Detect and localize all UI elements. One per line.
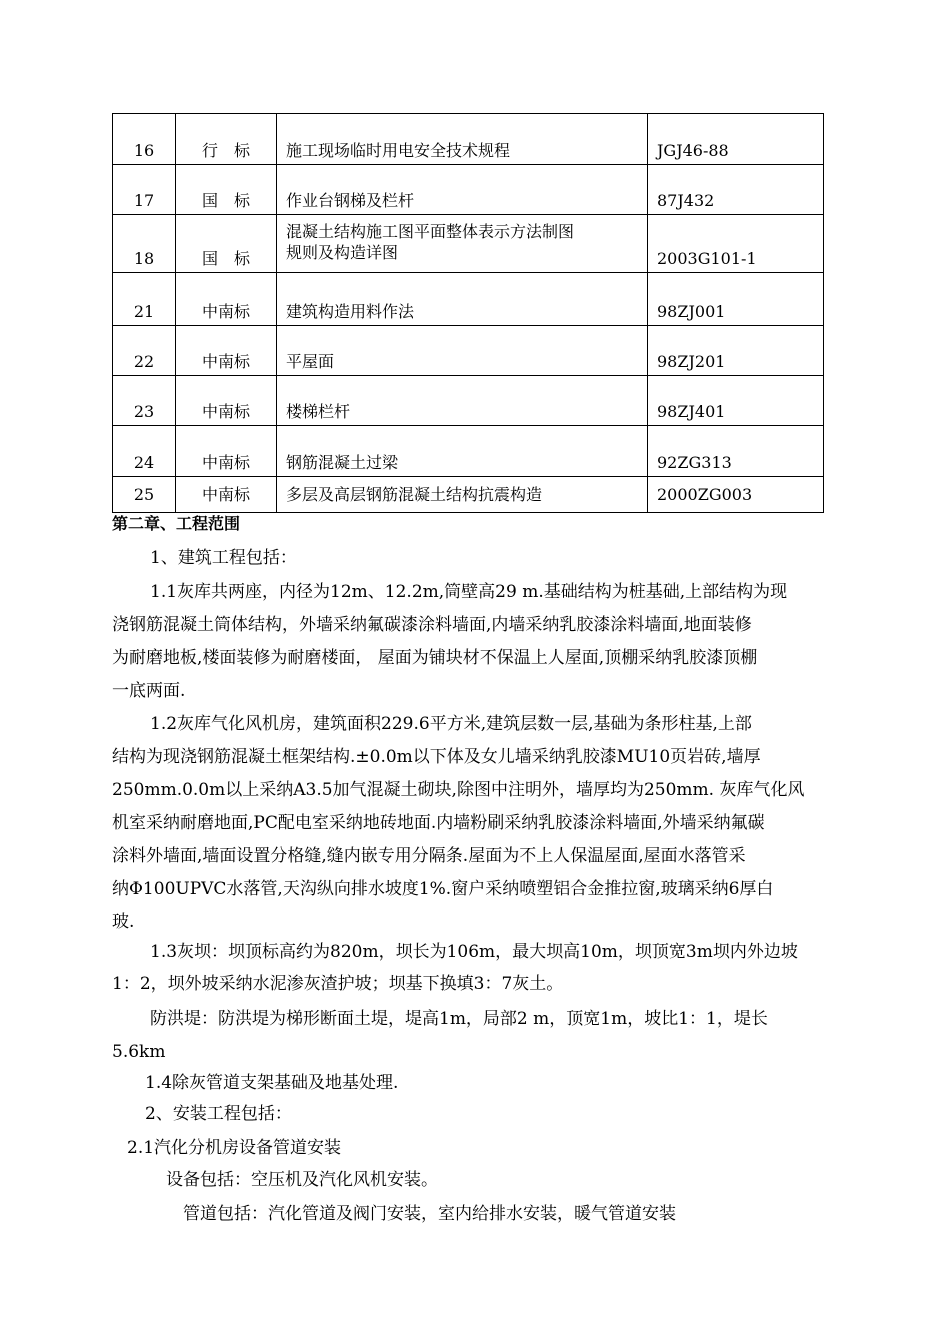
row-category: 中南标 bbox=[176, 273, 277, 326]
row-code: 2000ZG003 bbox=[648, 477, 824, 513]
row-name: 楼梯栏杆 bbox=[277, 376, 648, 426]
row-code: 92ZG313 bbox=[648, 426, 824, 477]
row-name: 建筑构造用料作法 bbox=[277, 273, 648, 326]
body-line: 浇钢筋混凝土筒体结构，外墙采纳氟碳漆涂料墙面,内墙采纳乳胶漆涂料墙面,地面装修 bbox=[112, 615, 752, 635]
body-line: 防洪堤：防洪堤为梯形断面土堤，堤高1m，局部2 m，顶宽1m，坡比1：1，堤长 bbox=[150, 1009, 768, 1029]
body-line: 结构为现浇钢筋混凝土框架结构.±0.0m以下体及女儿墙采纳乳胶漆MU10页岩砖,墙厚 bbox=[112, 747, 761, 767]
row-name bbox=[277, 215, 648, 273]
body-line: 250mm.0.0m以上采纳A3.5加气混凝土砌块,除图中注明外，墙厚均为250mm. 灰库气化风 bbox=[112, 780, 805, 800]
body-line: 1.2灰库气化风机房，建筑面积229.6平方米,建筑层数一层,基础为条形柱基,上部 bbox=[150, 714, 752, 734]
row-code: 98ZJ201 bbox=[648, 326, 824, 376]
body-line: 1.3灰坝：坝顶标高约为820m，坝长为106m，最大坝高10m，坝顶宽3m坝内外边坡 bbox=[150, 942, 798, 962]
row-number: 25 bbox=[113, 477, 176, 513]
body-line: 纳Φ100UPVC水落管,天沟纵向排水坡度1%.窗户采纳喷塑铝合金推拉窗,玻璃采纳6厚白 bbox=[112, 879, 774, 899]
row-name: 平屋面 bbox=[277, 326, 648, 376]
body-line: 5.6km bbox=[112, 1042, 166, 1062]
body-line: 玻. bbox=[112, 912, 135, 932]
row-category: 中南标 bbox=[176, 326, 277, 376]
row-code: 2003G101-1 bbox=[648, 215, 824, 273]
body-line: 为耐磨地板,楼面装修为耐磨楼面， 屋面为铺块材不保温上人屋面,顶棚采纳乳胶漆顶棚 bbox=[112, 648, 758, 668]
row-number: 21 bbox=[113, 273, 176, 326]
body-line: 1.1灰库共两座，内径为12m、12.2m,筒壁高29 m.基础结构为桩基础,上部结构为现 bbox=[150, 582, 788, 602]
row-code: 98ZJ001 bbox=[648, 273, 824, 326]
row-name-line: 混凝土结构施工图平面整体表示方法制图 bbox=[286, 222, 575, 241]
table-row bbox=[113, 426, 824, 477]
body-line: 管道包括：汽化管道及阀门安装，室内给排水安装，暖气管道安装 bbox=[183, 1204, 676, 1224]
row-category: 中南标 bbox=[176, 477, 277, 513]
row-number: 18 bbox=[113, 215, 176, 273]
row-name-line: 规则及构造详图 bbox=[286, 243, 399, 262]
row-number: 17 bbox=[113, 165, 176, 215]
body-line: 1.4除灰管道支架基础及地基处理. bbox=[145, 1073, 399, 1093]
row-category: 中南标 bbox=[176, 376, 277, 426]
body-line: 涂料外墙面,墙面设置分格缝,缝内嵌专用分隔条.屋面为不上人保温屋面,屋面水落管采 bbox=[112, 846, 746, 866]
row-name: 多层及高层钢筋混凝土结构抗震构造 bbox=[277, 477, 648, 513]
row-category: 中南标 bbox=[176, 426, 277, 477]
row-name: 钢筋混凝土过梁 bbox=[277, 426, 648, 477]
row-number: 22 bbox=[113, 326, 176, 376]
table-row bbox=[113, 376, 824, 426]
table-row bbox=[113, 273, 824, 326]
row-category: 国 标 bbox=[176, 165, 277, 215]
row-name: 作业台钢梯及栏杆 bbox=[277, 165, 648, 215]
body-line: 设备包括：空压机及汽化风机安装。 bbox=[166, 1170, 438, 1190]
table-row bbox=[113, 215, 824, 273]
row-code: 98ZJ401 bbox=[648, 376, 824, 426]
row-number: 24 bbox=[113, 426, 176, 477]
row-category: 行 标 bbox=[176, 114, 277, 165]
body-line: 2、安装工程包括： bbox=[145, 1104, 292, 1124]
table-row bbox=[113, 477, 824, 513]
row-code: JGJ46-88 bbox=[648, 114, 824, 165]
table-row bbox=[113, 326, 824, 376]
row-code: 87J432 bbox=[648, 165, 824, 215]
body-line: 1、建筑工程包括： bbox=[150, 548, 297, 568]
table-row bbox=[113, 165, 824, 215]
body-line: 1：2，坝外坡采纳水泥渗灰渣护坡；坝基下换填3：7灰土。 bbox=[112, 974, 564, 994]
row-number: 16 bbox=[113, 114, 176, 165]
row-name: 施工现场临时用电安全技术规程 bbox=[277, 114, 648, 165]
body-line: 机室采纳耐磨地面,PC配电室采纳地砖地面.内墙粉刷采纳乳胶漆涂料墙面,外墙采纳氟碳 bbox=[112, 813, 765, 833]
body-line: 一底两面. bbox=[112, 681, 186, 701]
chapter-title: 第二章、工程范围 bbox=[112, 514, 241, 533]
standards-table bbox=[112, 113, 824, 513]
row-number: 23 bbox=[113, 376, 176, 426]
table-row bbox=[113, 114, 824, 165]
row-category: 国 标 bbox=[176, 215, 277, 273]
body-line: 2.1汽化分机房设备管道安装 bbox=[127, 1138, 342, 1158]
